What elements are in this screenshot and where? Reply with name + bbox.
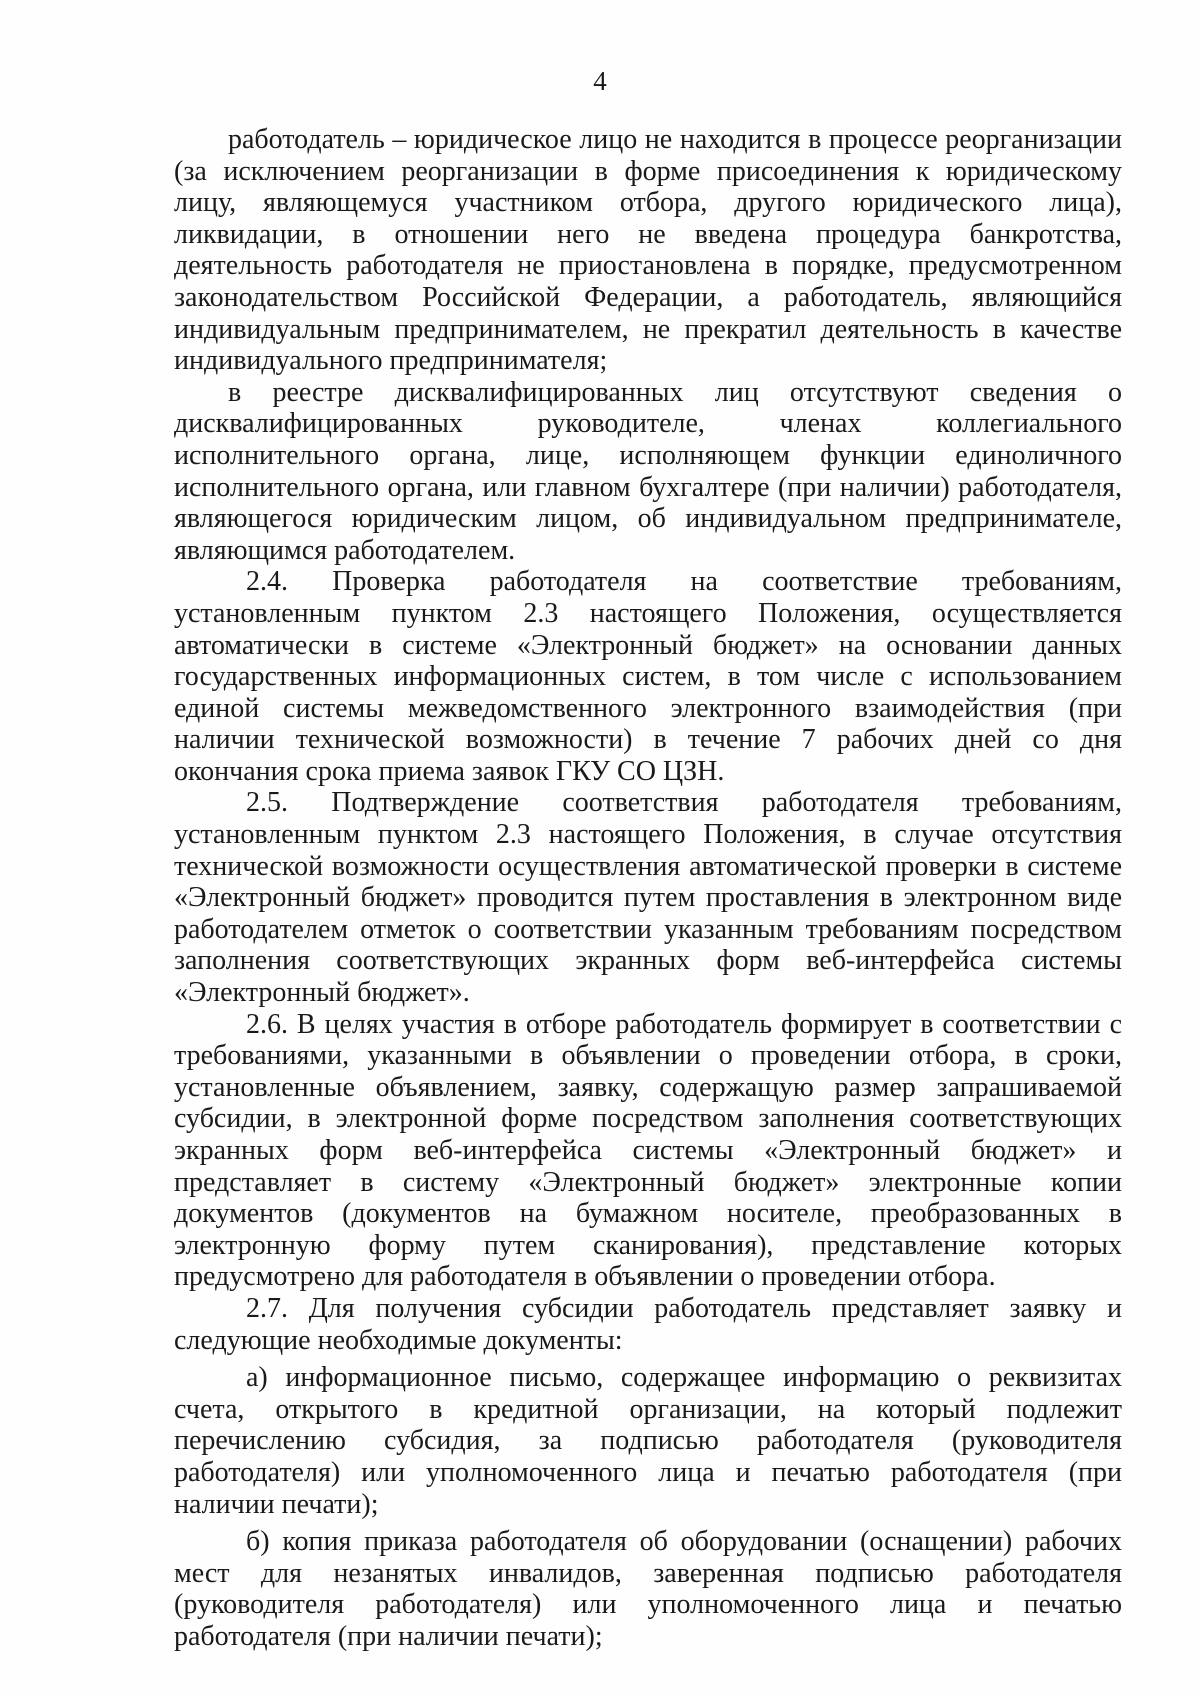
paragraph-employer-not-reorganizing: работодатель – юридическое лицо не находится в процессе реорганизации (за исключением реорганизации в форме присоединения к юридическому лицу, являющемуся участником отбора, другого юридического лица), ликвидации, в отношении него не введена процедура банкротства, деятельность работодателя не приостановлена в порядке, предусмотренном законодательством Российской Федерации, а работодатель, являющийся индивидуальным предпринимателем, не прекратил деятельность в качестве индивидуального предпринимателя; — [174, 124, 1122, 377]
document-body — [174, 124, 1122, 1653]
paragraph-disqualified-registry: в реестре дисквалифицированных лиц отсутствуют сведения о дисквалифицированных руководителе, членах коллегиального исполнительного органа, лице, исполняющем функции единоличного исполнительного органа, или главном бухгалтере (при наличии) работодателя, являющегося юридическим лицом, об индивидуальном предпринимателе, являющимся работодателем. — [174, 376, 1122, 566]
paragraph-item-a: а) информационное письмо, содержащее информацию о реквизитах счета, открытого в кредитной организации, на который подлежит перечислению субсидия, за подписью работодателя (руководителя работодателя) или уполномоченного лица и печатью работодателя (при наличии печати); — [174, 1362, 1122, 1520]
paragraph-2-4: 2.4. Проверка работодателя на соответствие требованиям, установленным пунктом 2.3 настоящего Положения, осуществляется автоматически в системе «Электронный бюджет» на основании данных государственных информационных систем, в том числе с использованием единой системы межведомственного электронного взаимодействия (при наличии технической возможности) в течение 7 рабочих дней со дня окончания срока приема заявок ГКУ СО ЦЗН. — [174, 566, 1122, 787]
page-number: 4 — [593, 66, 607, 96]
paragraph-2-7: 2.7. Для получения субсидии работодатель представляет заявку и следующие необходимые документы: — [174, 1292, 1122, 1356]
paragraph-item-b: б) копия приказа работодателя об оборудовании (оснащении) рабочих мест для незанятых инвалидов, заверенная подписью работодателя (руководителя работодателя) или уполномоченного лица и печатью работодателя (при наличии печати); — [174, 1526, 1122, 1652]
paragraph-2-6: 2.6. В целях участия в отборе работодатель формирует в соответствии с требованиями, указанными в объявлении о проведении отбора, в сроки, установленные объявлением, заявку, содержащую размер запрашиваемой субсидии, в электронной форме посредством заполнения соответствующих экранных форм веб-интерфейса системы «Электронный бюджет» и представляет в систему «Электронный бюджет» электронные копии документов (документов на бумажном носителе, преобразованных в электронную форму путем сканирования), представление которых предусмотрено для работодателя в объявлении о проведении отбора. — [174, 1008, 1122, 1293]
paragraph-2-5: 2.5. Подтверждение соответствия работодателя требованиям, установленным пунктом 2.3 настоящего Положения, в случае отсутствия технической возможности осуществления автоматической проверки в системе «Электронный бюджет» проводится путем проставления в электронном виде работодателем отметок о соответствии указанным требованиям посредством заполнения соответствующих экранных форм веб-интерфейса системы «Электронный бюджет». — [174, 787, 1122, 1009]
